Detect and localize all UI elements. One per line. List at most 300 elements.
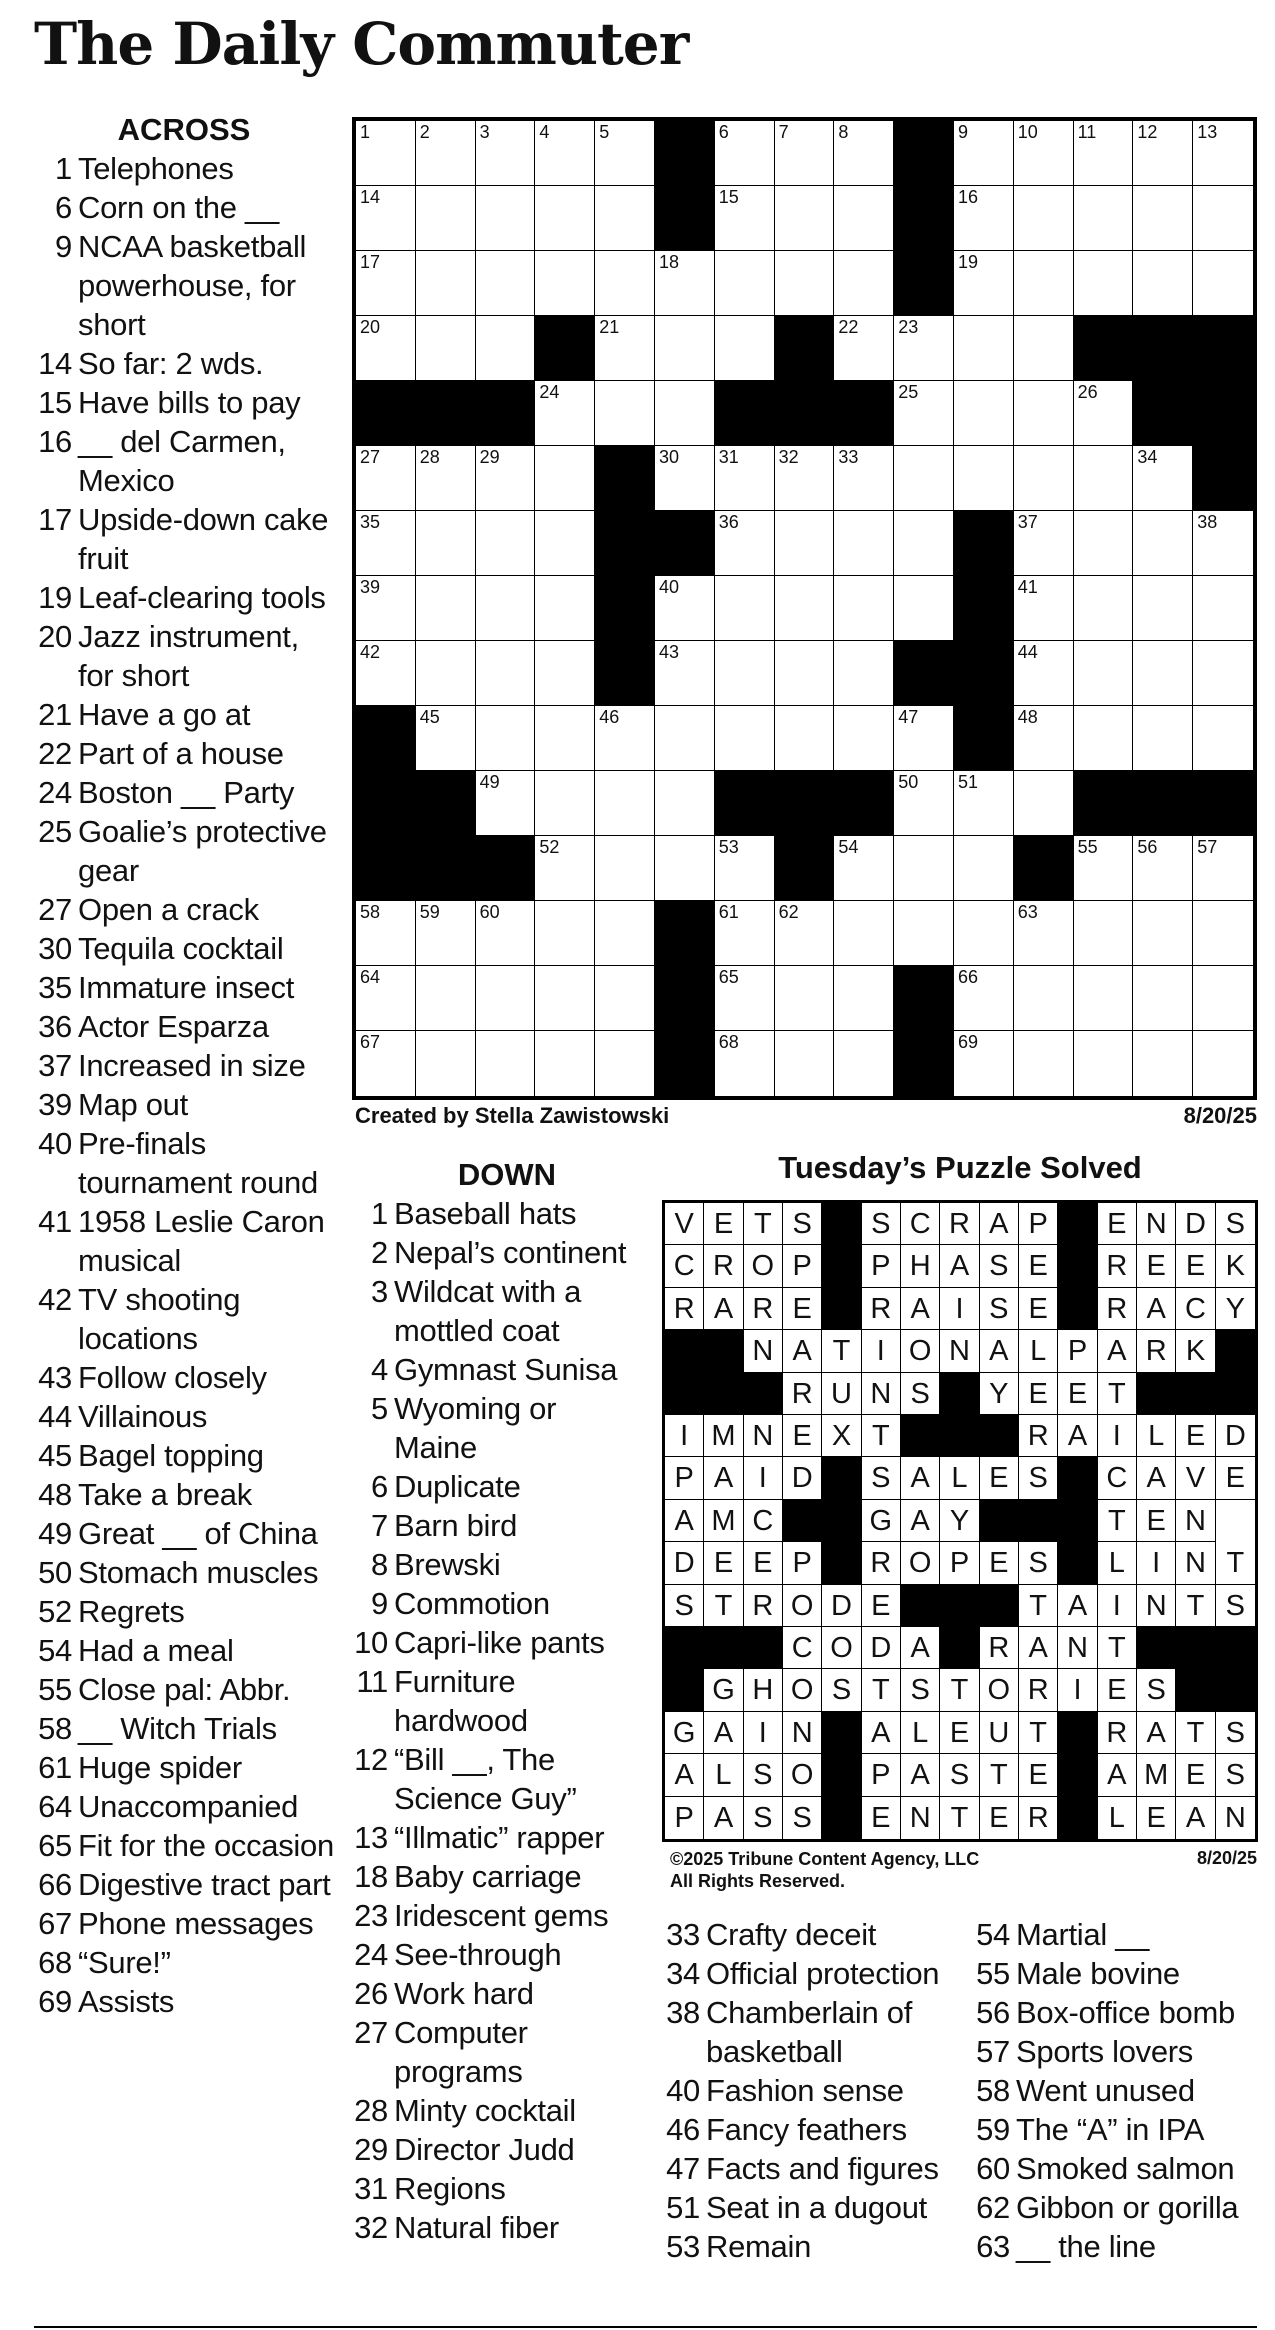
solution-date: 8/20/25 (1196, 1848, 1257, 1868)
grid-cell[interactable] (1133, 186, 1193, 251)
grid-cell[interactable] (834, 576, 894, 641)
grid-cell[interactable] (834, 251, 894, 316)
cell-number: 65 (718, 967, 739, 987)
grid-cell[interactable] (535, 511, 595, 576)
grid-cell[interactable] (954, 381, 1014, 446)
grid-cell[interactable] (1133, 446, 1193, 511)
grid-cell[interactable] (595, 1031, 655, 1096)
solution-letter: M (704, 1500, 743, 1542)
grid-cell[interactable] (595, 121, 655, 186)
grid-cell[interactable] (535, 576, 595, 641)
black-square (1058, 1457, 1097, 1499)
clue-text: The “A” in IPA (1016, 2112, 1205, 2147)
cell-number: 53 (718, 837, 739, 857)
grid-cell[interactable] (775, 511, 835, 576)
clue-27 (34, 890, 334, 929)
grid-cell[interactable] (775, 121, 835, 186)
solution-letter: S (1019, 1542, 1058, 1584)
grid-cell[interactable] (416, 186, 476, 251)
grid-cell[interactable] (1014, 576, 1074, 641)
cell-number: 50 (898, 772, 919, 792)
grid-cell[interactable] (535, 1031, 595, 1096)
grid-cell[interactable] (834, 316, 894, 381)
clue-33 (662, 1915, 954, 1954)
grid-cell[interactable] (416, 316, 476, 381)
grid-cell[interactable] (1074, 186, 1134, 251)
clue-number: 61 (38, 1750, 72, 1785)
grid-cell[interactable] (1074, 1031, 1134, 1096)
cell-number: 19 (958, 252, 979, 272)
grid-cell[interactable] (954, 251, 1014, 316)
grid-cell[interactable] (1014, 381, 1074, 446)
grid-cell[interactable] (1074, 836, 1134, 901)
grid-cell[interactable] (894, 511, 954, 576)
grid-cell[interactable] (476, 966, 536, 1031)
grid-cell[interactable] (894, 576, 954, 641)
grid-cell[interactable] (715, 1031, 775, 1096)
clue-number: 17 (38, 502, 72, 537)
clue-number: 28 (354, 2093, 388, 2128)
grid-cell[interactable] (476, 771, 536, 836)
clue-text: So far: 2 wds. (78, 346, 264, 381)
black-square (1058, 1542, 1097, 1584)
grid-cell[interactable] (1074, 966, 1134, 1031)
clue-7 (350, 1506, 642, 1545)
grid-cell[interactable] (834, 186, 894, 251)
grid-cell[interactable] (1133, 511, 1193, 576)
grid-cell[interactable] (1014, 186, 1074, 251)
grid-cell[interactable] (356, 121, 416, 186)
black-square (1133, 771, 1193, 836)
clue-17 (34, 500, 334, 578)
clue-number: 36 (38, 1009, 72, 1044)
clue-text: Have a go at (78, 697, 251, 732)
clue-39 (34, 1085, 334, 1124)
grid-cell[interactable] (715, 446, 775, 511)
grid-cell[interactable] (416, 706, 476, 771)
grid-cell[interactable] (954, 121, 1014, 186)
solution-letter: T (1098, 1500, 1137, 1542)
grid-cell[interactable] (476, 446, 536, 511)
clue-number: 34 (666, 1956, 700, 1991)
cell-number: 21 (599, 317, 620, 337)
grid-cell[interactable] (894, 771, 954, 836)
grid-cell[interactable] (655, 771, 715, 836)
solution-letter: D (862, 1627, 901, 1669)
grid-cell[interactable] (535, 251, 595, 316)
grid-cell[interactable] (894, 381, 954, 446)
solution-letter: S (862, 1457, 901, 1499)
black-square (822, 1754, 861, 1796)
black-square (1193, 316, 1253, 381)
grid-cell[interactable] (1014, 511, 1074, 576)
grid-cell[interactable] (954, 186, 1014, 251)
solution-letter: N (901, 1797, 940, 1839)
grid-cell[interactable] (1193, 121, 1253, 186)
grid-cell[interactable] (1074, 381, 1134, 446)
solution-letter: A (980, 1203, 1019, 1245)
black-square (775, 316, 835, 381)
grid-cell[interactable] (595, 836, 655, 901)
grid-cell[interactable] (1014, 316, 1074, 381)
grid-cell[interactable] (535, 446, 595, 511)
black-square (704, 1627, 743, 1669)
solution-letter: Y (980, 1373, 1019, 1415)
grid-cell[interactable] (775, 186, 835, 251)
clue-61 (34, 1748, 334, 1787)
black-square (665, 1669, 704, 1711)
grid-cell[interactable] (416, 641, 476, 706)
grid-cell[interactable] (655, 251, 715, 316)
black-square (595, 641, 655, 706)
clue-number: 7 (371, 1508, 388, 1543)
grid-cell[interactable] (954, 446, 1014, 511)
grid-cell[interactable] (356, 641, 416, 706)
clue-4 (350, 1350, 642, 1389)
grid-cell[interactable] (715, 836, 775, 901)
black-square (834, 771, 894, 836)
grid-cell[interactable] (954, 966, 1014, 1031)
grid-cell[interactable] (715, 641, 775, 706)
cell-number: 28 (419, 447, 440, 467)
solution-letter: S (1216, 1585, 1255, 1627)
cell-number: 24 (539, 382, 560, 402)
grid-cell[interactable] (1193, 186, 1253, 251)
grid-cell[interactable] (715, 316, 775, 381)
grid-cell[interactable] (775, 576, 835, 641)
solution-letter: V (665, 1203, 704, 1245)
grid-cell[interactable] (655, 641, 715, 706)
grid-cell[interactable] (476, 901, 536, 966)
grid-cell[interactable] (416, 511, 476, 576)
clue-number: 51 (666, 2190, 700, 2225)
clue-text: Regions (394, 2171, 506, 2206)
clue-number: 56 (976, 1995, 1010, 2030)
grid-cell[interactable] (356, 186, 416, 251)
grid-cell[interactable] (1193, 836, 1253, 901)
grid-cell[interactable] (1133, 1031, 1193, 1096)
solution-letter: P (1019, 1203, 1058, 1245)
grid-cell[interactable] (834, 446, 894, 511)
grid-cell[interactable] (476, 576, 536, 641)
grid-cell[interactable] (535, 771, 595, 836)
grid-cell[interactable] (595, 251, 655, 316)
grid-cell[interactable] (595, 966, 655, 1031)
grid-cell[interactable] (775, 446, 835, 511)
solution-letter: S (783, 1203, 822, 1245)
grid-cell[interactable] (775, 641, 835, 706)
grid-cell[interactable] (595, 706, 655, 771)
clue-15 (34, 383, 334, 422)
cell-number: 47 (898, 707, 919, 727)
clue-number: 53 (666, 2229, 700, 2264)
clue-text: Chamberlain of basketball (706, 1995, 913, 2069)
grid-cell[interactable] (834, 121, 894, 186)
solution-letter: T (862, 1669, 901, 1711)
grid-cell[interactable] (834, 836, 894, 901)
crossword-grid[interactable] (352, 117, 1257, 1100)
clue-6 (34, 188, 334, 227)
solution-letter: A (1137, 1457, 1176, 1499)
grid-cell[interactable] (535, 121, 595, 186)
cell-number: 62 (778, 902, 799, 922)
grid-cell[interactable] (1193, 1031, 1253, 1096)
clue-text: NCAA basketball powerhouse, for short (78, 229, 307, 342)
grid-cell[interactable] (1014, 121, 1074, 186)
grid-cell[interactable] (894, 316, 954, 381)
grid-cell[interactable] (1133, 706, 1193, 771)
grid-cell[interactable] (1193, 511, 1253, 576)
solution-letter: D (1176, 1203, 1215, 1245)
grid-cell[interactable] (356, 251, 416, 316)
grid-cell[interactable] (1193, 251, 1253, 316)
grid-cell[interactable] (655, 381, 715, 446)
solution-letter: I (940, 1288, 979, 1330)
grid-cell[interactable] (595, 771, 655, 836)
grid-cell[interactable] (595, 381, 655, 446)
cell-number: 22 (838, 317, 859, 337)
solution-letter: L (704, 1754, 743, 1796)
grid-cell[interactable] (715, 186, 775, 251)
grid-cell[interactable] (1193, 966, 1253, 1031)
solution-letter: H (901, 1245, 940, 1287)
grid-cell[interactable] (356, 576, 416, 641)
grid-cell[interactable] (535, 381, 595, 446)
grid-cell[interactable] (1074, 511, 1134, 576)
grid-cell[interactable] (894, 446, 954, 511)
clue-14 (34, 344, 334, 383)
black-square (715, 771, 775, 836)
grid-cell[interactable] (715, 706, 775, 771)
grid-cell[interactable] (416, 446, 476, 511)
grid-cell[interactable] (834, 641, 894, 706)
solution-letter: K (1176, 1330, 1215, 1372)
clue-56 (972, 1993, 1262, 2032)
grid-cell[interactable] (535, 706, 595, 771)
grid-cell[interactable] (1074, 251, 1134, 316)
grid-cell[interactable] (1014, 446, 1074, 511)
grid-cell[interactable] (954, 771, 1014, 836)
grid-cell[interactable] (655, 836, 715, 901)
solution-letter: G (704, 1669, 743, 1711)
clue-text: Have bills to pay (78, 385, 301, 420)
clue-number: 68 (38, 1945, 72, 1980)
clue-number: 48 (38, 1477, 72, 1512)
grid-cell[interactable] (894, 836, 954, 901)
clue-47 (662, 2149, 954, 2188)
grid-cell[interactable] (1133, 641, 1193, 706)
clue-21 (34, 695, 334, 734)
grid-cell[interactable] (954, 316, 1014, 381)
solution-letter: S (744, 1754, 783, 1796)
grid-cell[interactable] (535, 901, 595, 966)
grid-cell[interactable] (476, 121, 536, 186)
grid-cell[interactable] (416, 901, 476, 966)
solution-letter: S (1216, 1754, 1255, 1796)
grid-cell[interactable] (535, 836, 595, 901)
grid-cell[interactable] (1074, 446, 1134, 511)
grid-cell[interactable] (775, 251, 835, 316)
grid-cell[interactable] (1133, 836, 1193, 901)
grid-cell[interactable] (1074, 706, 1134, 771)
grid-cell[interactable] (1014, 641, 1074, 706)
clue-text: Tequila cocktail (78, 931, 284, 966)
grid-cell[interactable] (954, 836, 1014, 901)
grid-cell[interactable] (476, 641, 536, 706)
grid-cell[interactable] (356, 446, 416, 511)
grid-cell[interactable] (775, 706, 835, 771)
clue-text: Immature insect (78, 970, 295, 1005)
clue-number: 63 (976, 2229, 1010, 2264)
grid-cell[interactable] (356, 511, 416, 576)
grid-cell[interactable] (655, 576, 715, 641)
clue-number: 23 (354, 1898, 388, 1933)
grid-cell[interactable] (834, 706, 894, 771)
grid-cell[interactable] (356, 1031, 416, 1096)
down-clues-column-3 (972, 1915, 1262, 2266)
solution-letter: L (1137, 1415, 1176, 1457)
grid-cell[interactable] (894, 706, 954, 771)
grid-cell[interactable] (416, 1031, 476, 1096)
black-square (980, 1415, 1019, 1457)
solution-letter: E (704, 1203, 743, 1245)
grid-cell[interactable] (535, 186, 595, 251)
solution-letter: I (862, 1330, 901, 1372)
grid-cell[interactable] (1074, 901, 1134, 966)
grid-cell[interactable] (476, 511, 536, 576)
grid-cell[interactable] (476, 251, 536, 316)
solution-letter: R (1019, 1797, 1058, 1839)
grid-cell[interactable] (715, 901, 775, 966)
black-square (954, 511, 1014, 576)
solution-letter: A (704, 1457, 743, 1499)
grid-cell[interactable] (834, 966, 894, 1031)
grid-cell[interactable] (1014, 251, 1074, 316)
clue-number: 2 (371, 1235, 388, 1270)
black-square (356, 706, 416, 771)
grid-cell[interactable] (1074, 576, 1134, 641)
grid-cell[interactable] (655, 706, 715, 771)
grid-cell[interactable] (1014, 706, 1074, 771)
grid-cell[interactable] (416, 251, 476, 316)
clue-text: Wildcat with a mottled coat (394, 1274, 582, 1348)
solution-letter: D (822, 1585, 861, 1627)
solution-letter: C (901, 1203, 940, 1245)
grid-cell[interactable] (1133, 251, 1193, 316)
black-square (1216, 1627, 1255, 1669)
clue-52 (34, 1592, 334, 1631)
clue-text: Went unused (1016, 2073, 1195, 2108)
grid-cell[interactable] (715, 511, 775, 576)
grid-cell[interactable] (356, 966, 416, 1031)
grid-cell[interactable] (356, 316, 416, 381)
grid-cell[interactable] (954, 901, 1014, 966)
grid-cell[interactable] (954, 1031, 1014, 1096)
grid-cell[interactable] (775, 1031, 835, 1096)
grid-cell[interactable] (416, 576, 476, 641)
grid-cell[interactable] (476, 1031, 536, 1096)
solution-letter: E (1019, 1288, 1058, 1330)
solution-letter: Y (1216, 1288, 1255, 1330)
clue-text: Male bovine (1016, 1956, 1180, 1991)
grid-cell[interactable] (356, 901, 416, 966)
grid-cell[interactable] (1014, 771, 1074, 836)
cell-number: 33 (838, 447, 859, 467)
grid-cell[interactable] (1074, 641, 1134, 706)
clue-text: Huge spider (78, 1750, 242, 1785)
clue-text: Iridescent gems (394, 1898, 609, 1933)
grid-cell[interactable] (715, 121, 775, 186)
grid-cell[interactable] (834, 901, 894, 966)
grid-cell[interactable] (655, 316, 715, 381)
grid-cell[interactable] (834, 511, 894, 576)
down-heading: DOWN (457, 1157, 557, 1192)
clue-37 (34, 1046, 334, 1085)
grid-cell[interactable] (1014, 966, 1074, 1031)
grid-cell[interactable] (775, 901, 835, 966)
grid-cell[interactable] (476, 186, 536, 251)
grid-cell[interactable] (476, 316, 536, 381)
grid-cell[interactable] (535, 966, 595, 1031)
grid-cell[interactable] (1133, 576, 1193, 641)
grid-cell[interactable] (416, 966, 476, 1031)
solution-letter: T (1019, 1712, 1058, 1754)
clue-number: 25 (38, 814, 72, 849)
clue-25 (34, 812, 334, 890)
grid-cell[interactable] (1193, 706, 1253, 771)
grid-cell[interactable] (1193, 576, 1253, 641)
clue-text: Wyoming or Maine (394, 1391, 557, 1465)
grid-cell[interactable] (834, 1031, 894, 1096)
grid-cell[interactable] (476, 706, 536, 771)
black-square (655, 966, 715, 1031)
grid-cell[interactable] (535, 641, 595, 706)
grid-cell[interactable] (416, 121, 476, 186)
grid-cell[interactable] (595, 186, 655, 251)
solution-letter: A (1019, 1627, 1058, 1669)
grid-cell[interactable] (715, 966, 775, 1031)
grid-cell[interactable] (1014, 1031, 1074, 1096)
clue-text: Had a meal (78, 1633, 234, 1668)
grid-cell[interactable] (1074, 121, 1134, 186)
clue-text: Brewski (394, 1547, 501, 1582)
grid-cell[interactable] (595, 901, 655, 966)
grid-cell[interactable] (775, 966, 835, 1031)
grid-cell[interactable] (1133, 901, 1193, 966)
grid-cell[interactable] (894, 901, 954, 966)
cell-number: 52 (539, 837, 560, 857)
grid-cell[interactable] (655, 446, 715, 511)
grid-cell[interactable] (1193, 641, 1253, 706)
cell-number: 7 (778, 122, 789, 142)
grid-cell[interactable] (595, 316, 655, 381)
grid-cell[interactable] (1014, 901, 1074, 966)
clue-number: 37 (38, 1048, 72, 1083)
solution-letter: T (822, 1330, 861, 1372)
grid-cell[interactable] (1133, 121, 1193, 186)
grid-cell[interactable] (715, 251, 775, 316)
black-square (822, 1797, 861, 1839)
solution-letter: P (1058, 1330, 1097, 1372)
black-square (954, 706, 1014, 771)
cell-number: 49 (479, 772, 500, 792)
grid-cell[interactable] (715, 576, 775, 641)
grid-cell[interactable] (1193, 901, 1253, 966)
grid-cell[interactable] (1133, 966, 1193, 1031)
solution-letter: S (1216, 1203, 1255, 1245)
clue-24 (34, 773, 334, 812)
clue-text: 1958 Leslie Caron musical (78, 1204, 325, 1278)
